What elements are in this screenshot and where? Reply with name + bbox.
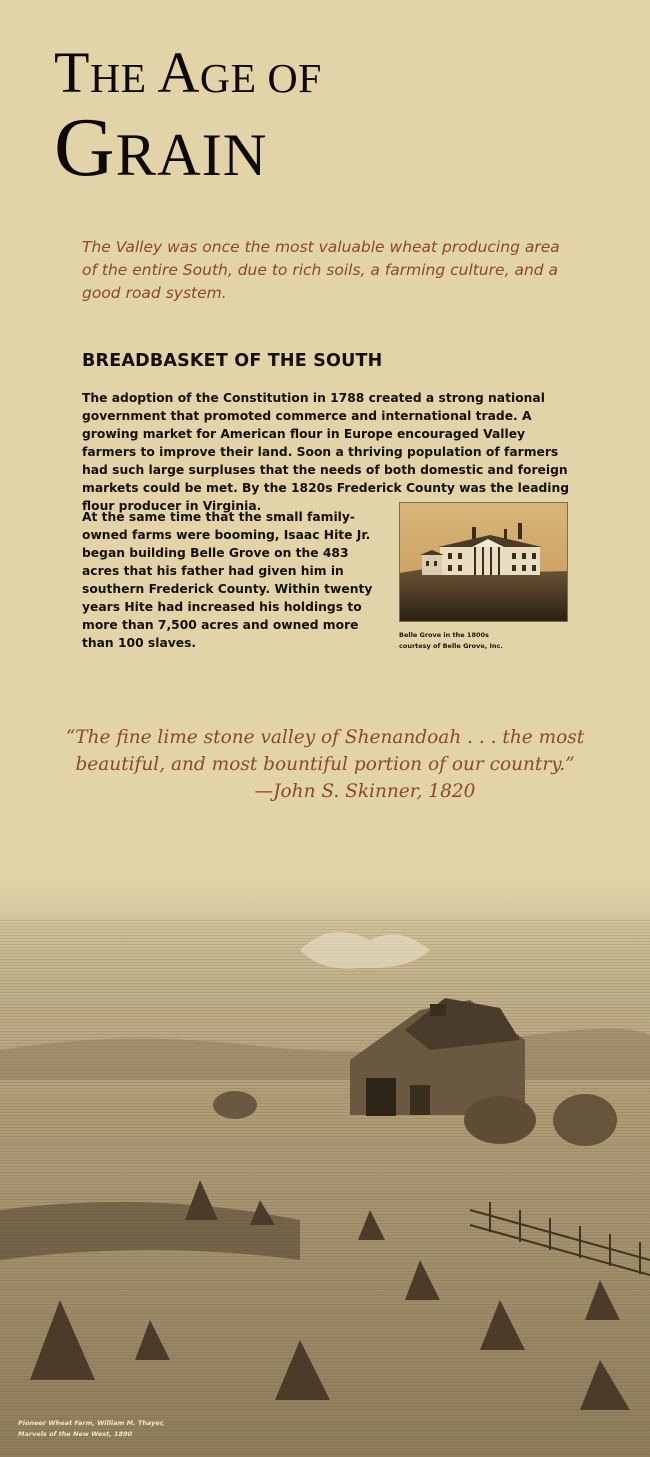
belle-grove-photo-image: [400, 503, 567, 621]
photo-caption: Belle Grove in the 1800s courtesy of Belle Grove, Inc.: [399, 631, 503, 650]
engraving-caption: Pioneer Wheat Farm, William M. Thayer, Marvels of the New West, 1890: [18, 1419, 165, 1438]
quote-line-2: beautiful, and most bountiful portion of our country.”: [75, 754, 575, 775]
page-title: [54, 40, 322, 194]
wheat-farm-engraving-image: [0, 880, 650, 1457]
quote-line-1: “The fine lime stone valley of Shenandoah . . . the most: [65, 727, 585, 748]
section-heading: BREADBASKET OF THE SOUTH: [82, 351, 383, 371]
title-line-1: THE AGE OF: [54, 40, 322, 105]
body-paragraph-1: The adoption of the Constitution in 1788 created a strong national government that promoted commerce and international trade. A growing market for American flour in Europe encouraged Valley farmers to improve their land. Soon a thriving population of farmers had such large surpluses that the needs of both domestic and foreign markets could be met. By the 1820s Frederick County was the leading flour producer in Virginia.: [82, 391, 570, 513]
body-paragraph-2: At the same time that the small family-owned farms were booming, Isaac Hite Jr. began building Belle Grove on the 483 acres that his father had given him in southern Frederick County. Within twenty years Hite had increased his holdings to more than 7,500 acres and owned more than 100 slaves.: [82, 510, 373, 650]
title-line-2: GRAIN: [54, 101, 268, 194]
belle-grove-photo: [399, 502, 568, 622]
pull-quote: [0, 724, 650, 805]
intro-text: The Valley was once the most valuable wheat producing area of the entire South, due to rich soils, a farming culture, and a good road system.: [82, 238, 560, 302]
quote-attribution: —John S. Skinner, 1820: [254, 781, 476, 802]
wheat-farm-engraving: [0, 880, 650, 1457]
